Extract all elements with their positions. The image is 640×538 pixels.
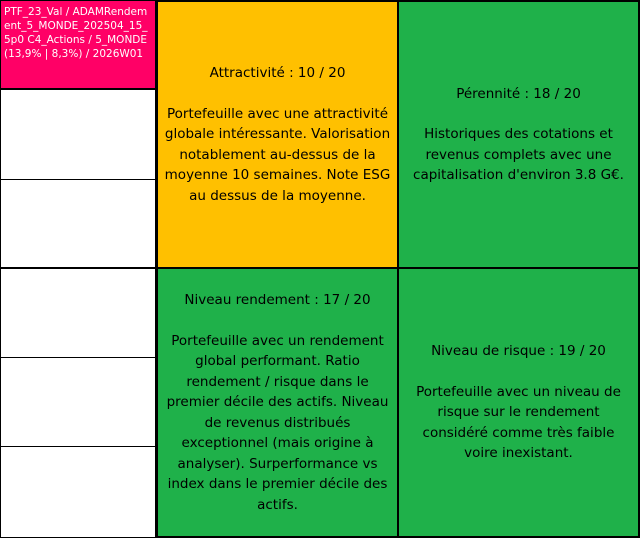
attractivite-card bbox=[156, 0, 399, 269]
rendement-text: Portefeuille avec un rendement global performant. Ratio rendement / risque dans le premier décile des actifs. Niveau de revenus distribués exceptionnel (mais origine à analyser). Surperformance vs index dans le premier décile des actifs. bbox=[166, 332, 389, 513]
attractivite-text: Portefeuille avec une attractivité globale intéressante. Valorisation notablement au-dessus de la moyenne 10 semaines. Note ESG au dessus de la moyenne. bbox=[164, 105, 391, 204]
empty-cell-2 bbox=[0, 179, 157, 269]
empty-cell-5 bbox=[0, 446, 157, 538]
perennite-heading: Pérennité : 18 / 20 bbox=[456, 85, 581, 102]
perennite-text: Historiques des cotations et revenus complets avec une capitalisation d'environ 3.8 G€. bbox=[413, 126, 624, 183]
portfolio-label-cell bbox=[0, 0, 157, 90]
empty-cell-3 bbox=[0, 268, 157, 358]
risque-card bbox=[397, 267, 640, 538]
empty-cell-4 bbox=[0, 357, 157, 447]
perennite-card bbox=[397, 0, 640, 269]
portfolio-label: PTF_23_Val / ADAMRendement_5_MONDE_202504_15_5p0 C4_Actions / 5_MONDE (13,9% | 8,3%) / 2026W01 bbox=[4, 6, 148, 60]
rendement-card bbox=[156, 267, 399, 538]
risque-text: Portefeuille avec un niveau de risque sur le rendement considéré comme très faible voire inexistant. bbox=[416, 383, 621, 462]
risque-heading: Niveau de risque : 19 / 20 bbox=[431, 343, 606, 360]
rendement-heading: Niveau rendement : 17 / 20 bbox=[184, 292, 371, 308]
empty-cell-1 bbox=[0, 89, 157, 180]
attractivite-heading: Attractivité : 10 / 20 bbox=[209, 65, 346, 81]
